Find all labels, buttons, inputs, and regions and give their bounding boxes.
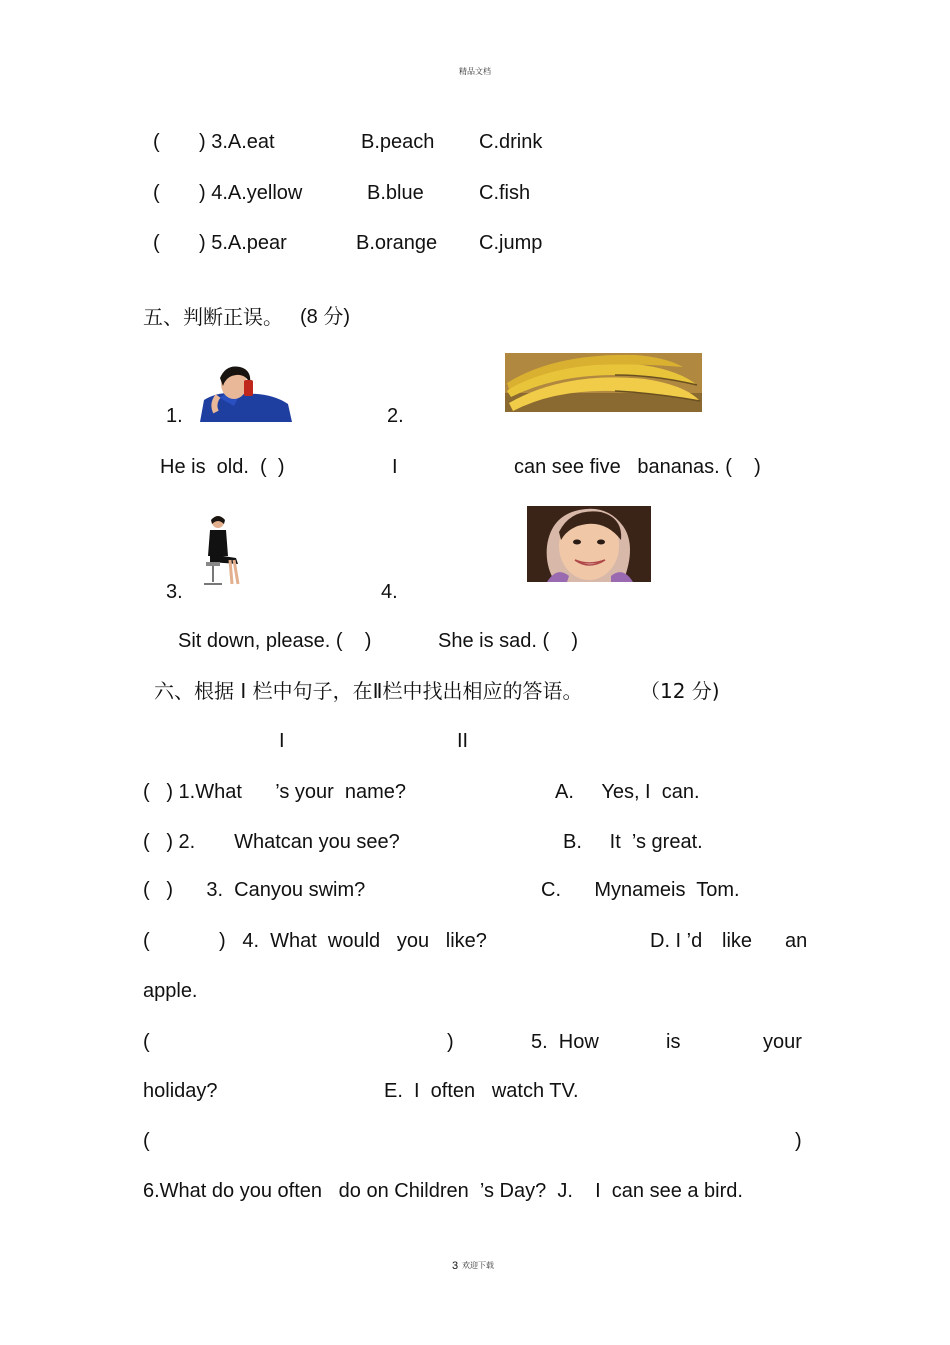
sitting-woman-picture xyxy=(198,514,250,588)
option-c: C.drink xyxy=(479,131,543,153)
column-1-heading: I xyxy=(279,730,285,752)
section-5-score: (8 分) xyxy=(300,306,350,328)
statement-4: She is sad. ( ) xyxy=(438,630,579,652)
match-question-3: ( ) 3. Canyou swim? xyxy=(143,879,366,901)
match-answer-b: B. It ’s great. xyxy=(563,831,703,853)
answer-bracket: ( xyxy=(153,131,160,153)
match-question-6: 6.What do you often do on Children ’s Day? J. I can see a bird. xyxy=(143,1180,743,1202)
match-question-5-continued: holiday? xyxy=(143,1080,218,1102)
section-6-score: （12 分) xyxy=(640,679,720,703)
answer-bracket: ( xyxy=(153,232,160,254)
match-question-5-part3: your xyxy=(763,1031,802,1053)
match-bracket-4: ( xyxy=(143,930,150,952)
match-question-5-part2: is xyxy=(666,1031,681,1053)
match-question-5-part1: 5. How xyxy=(531,1031,599,1053)
statement-2-subject: I xyxy=(392,456,398,478)
option-b: B.peach xyxy=(361,131,435,153)
match-answer-d-part2: like xyxy=(722,930,753,952)
statement-3: Sit down, please. ( ) xyxy=(178,630,372,652)
bananas-picture xyxy=(505,353,702,412)
picture-number-3: 3. xyxy=(166,581,183,603)
option-c: C.fish xyxy=(479,182,531,204)
match-answer-d-continued: apple. xyxy=(143,980,198,1002)
picture-number-4: 4. xyxy=(381,581,398,603)
statement-1: He is old. ( ) xyxy=(160,456,285,478)
statement-2: can see five bananas. ( ) xyxy=(514,456,761,478)
smiling-girl-picture xyxy=(527,506,651,582)
column-2-heading: II xyxy=(457,730,469,752)
match-bracket-5-close: ) xyxy=(447,1031,454,1053)
option-a: ) 4.A.yellow xyxy=(199,182,303,204)
match-answer-e: E. I often watch TV. xyxy=(384,1080,579,1102)
option-b: B.blue xyxy=(367,182,424,204)
match-bracket-6-close: ) xyxy=(795,1130,802,1152)
match-question-2: ( ) 2. Whatcan you see? xyxy=(143,831,400,853)
option-a: ) 3.A.eat xyxy=(199,131,275,153)
answer-bracket: ( xyxy=(153,182,160,204)
match-answer-d-part3: an xyxy=(785,930,808,952)
match-answer-c: C. Mynameis Tom. xyxy=(541,879,740,901)
match-answer-a: A. Yes, I can. xyxy=(555,781,700,803)
match-bracket-6-open: ( xyxy=(143,1130,150,1152)
match-question-4: ) 4. What would you like? xyxy=(219,930,487,952)
picture-number-1: 1. xyxy=(166,405,183,427)
boy-on-phone-picture xyxy=(190,364,296,422)
match-question-1: ( ) 1.What ’s your name? xyxy=(143,781,407,803)
match-answer-d-part1: D. I ’d xyxy=(650,930,703,952)
section-6-title: 六、根据 I 栏中句子，在Ⅱ栏中找出相应的答语。 xyxy=(154,679,583,703)
option-b: B.orange xyxy=(356,232,438,254)
option-c: C.jump xyxy=(479,232,543,254)
page-footer: 欢迎下载 xyxy=(462,1261,494,1270)
option-a: ) 5.A.pear xyxy=(199,232,287,254)
page-number: 3 xyxy=(452,1260,459,1272)
section-5-title: 五、判断正误。 xyxy=(143,305,283,329)
match-bracket-5-open: ( xyxy=(143,1031,150,1053)
picture-number-2: 2. xyxy=(387,405,404,427)
page-header: 精品文档 xyxy=(459,67,491,76)
